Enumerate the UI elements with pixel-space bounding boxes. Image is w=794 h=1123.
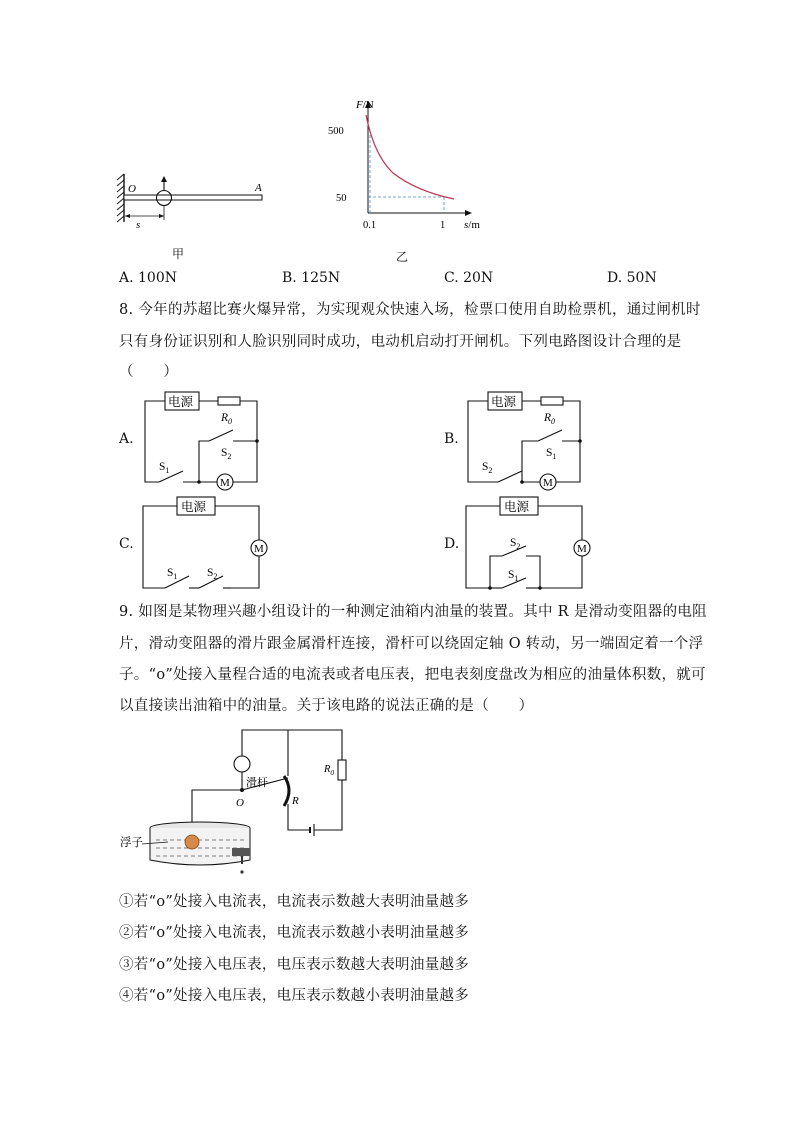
circuit-d-label[interactable]: D. [444,536,460,552]
caption-yi: 乙 [396,250,409,264]
switch-s1-label: $S_1$ [508,569,519,583]
q9-statement-1: ①若“o”处接入电流表，电流表示数越大表明油量越多 [119,894,470,910]
ytick-50: 50 [336,193,347,204]
q7-option-a[interactable]: A. 100N [119,270,177,286]
power-source: 电源 [504,500,530,514]
switch-s1-label: $S_1$ [546,447,557,461]
q8-stem-line2: 只有身份证识别和人脸识别同时成功，电动机启动打开闸机。下列电路图设计合理的是 [119,334,682,350]
rod-label: 滑杆 [246,777,268,789]
pivot-label: O [236,797,244,809]
switch-s2-label: $S_2$ [482,461,493,475]
rheostat-label: R [292,795,299,807]
q9-stem-line2: 片，滑动变阻器的滑片跟金属滑杆连接，滑杆可以绕固定轴 O 转动，另一端固定着一个浮 [119,636,704,652]
q9-stem-line3: 子。“o”处接入量程合适的电流表或者电压表，把电表刻度盘改为相应的油量体积数，就可 [119,667,706,683]
q7-option-b[interactable]: B. 125N [282,270,341,286]
resistor-label: $R_0$ [221,412,233,426]
motor-label: M [220,477,230,489]
q9-statement-3: ③若“o”处接入电压表，电压表示数越大表明油量越多 [119,957,470,973]
switch-s1-label: $S_1$ [167,567,178,581]
label-A: A [255,182,262,194]
xlabel: s/m [464,219,480,231]
float-label: 浮子 [120,837,143,849]
q9-stem-line4: 以直接读出油箱中的油量。关于该电路的说法正确的是（ ） [119,698,534,714]
switch-s2-label: $S_2$ [207,567,218,581]
circuit-a [135,386,270,491]
xtick-0.1: 0.1 [363,220,377,231]
q7-option-c[interactable]: C. 20N [444,270,494,286]
q9-stem-line1: 9. 如图是某物理兴趣小组设计的一种测定油箱内油量的装置。其中 R 是滑动变阻器的电阻 [119,604,707,620]
circuit-c [135,492,270,597]
power-source: 电源 [168,395,194,409]
caption-jia: 甲 [172,247,185,261]
lever-bar [124,195,262,200]
r0-label: $R_0$ [324,764,335,777]
xtick-1: 1 [440,220,446,231]
q8-stem-line3: （ ） [119,364,179,380]
motor-label: M [577,543,587,555]
circuit-b-label[interactable]: B. [444,431,459,447]
curve-F-vs-s [366,115,454,199]
power-source: 电源 [181,500,207,514]
switch-s1-label: $S_1$ [159,461,170,475]
meter-slot-circle [234,756,250,772]
q9-statement-2: ②若“o”处接入电流表，电流表示数越小表明油量越多 [119,925,470,941]
figure-yi-graph [318,95,498,235]
circuit-a-label[interactable]: A. [119,431,134,447]
float-ball [185,835,199,849]
switch-s2-label: $S_2$ [221,447,232,461]
circuit-b [458,386,593,491]
rheostat-R [284,776,289,806]
power-source: 电源 [491,395,517,409]
resistor-label: $R_0$ [544,412,556,426]
motor-label: M [543,477,553,489]
ylabel: F/N [356,99,374,111]
circuit-d [458,492,593,597]
ytick-500: 500 [328,126,344,137]
q7-option-d[interactable]: D. 50N [607,270,657,286]
q9-statement-4: ④若“o”处接入电压表，电压表示数越小表明油量越多 [119,988,470,1004]
label-O: O [128,183,136,195]
q8-stem-line1: 8. 今年的苏超比赛火爆异常，为实现观众快速入场，检票口使用自助检票机，通过闸机时 [119,302,701,318]
motor-label: M [254,543,264,555]
q9-oil-gauge-figure [112,720,362,880]
label-s: s [136,219,141,231]
figure-jia-lever [112,170,272,240]
circuit-c-label[interactable]: C. [119,536,134,552]
switch-s2-label: $S_2$ [510,537,521,551]
